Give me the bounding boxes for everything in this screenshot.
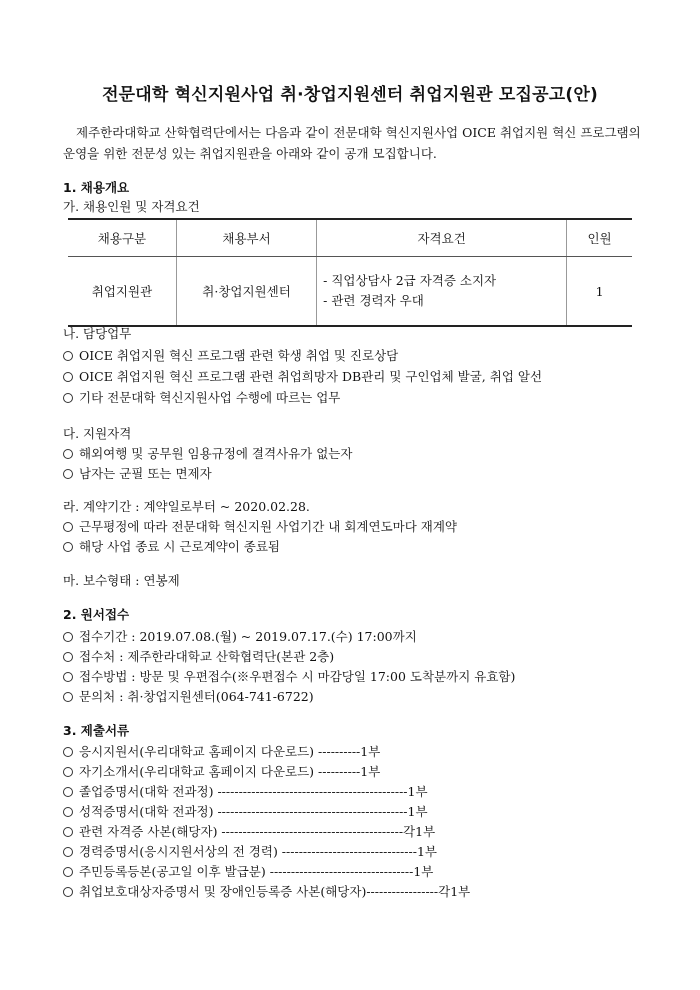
table-header-cell: 인원 [567, 219, 632, 257]
list-item: 취업보호대상자증명서 및 장애인등록증 사본(해당자)-----------------각1부 [63, 882, 470, 900]
requirement-line: - 직업상담사 2급 자격증 소지자 [323, 273, 497, 288]
subsection-a: 가. 채용인원 및 자격요건 [63, 199, 200, 214]
intro-paragraph [63, 122, 643, 164]
table-cell-count: 1 [567, 257, 632, 327]
list-item: OICE 취업지원 혁신 프로그램 관련 학생 취업 및 진로상담 [63, 346, 398, 364]
circle-bullet-icon [63, 787, 73, 797]
circle-bullet-icon [63, 522, 73, 532]
circle-bullet-icon [63, 807, 73, 817]
circle-bullet-icon [63, 449, 73, 459]
intro-line-1: 제주한라대학교 산학협력단에서는 다음과 같이 전문대학 혁신지원사업 OICE 취업지원 혁신 프로그램의 [76, 125, 641, 140]
circle-bullet-icon [63, 652, 73, 662]
list-item: 접수처 : 제주한라대학교 산학협력단(본관 2층) [63, 647, 334, 665]
circle-bullet-icon [63, 867, 73, 877]
subsection-c: 다. 지원자격 [63, 426, 132, 441]
table-cell-category: 취업지원관 [68, 257, 176, 327]
list-item: 주민등록등본(공고일 이후 발급분) ----------------------------------1부 [63, 862, 433, 880]
subsection-b: 나. 담당업무 [63, 326, 132, 341]
list-item: OICE 취업지원 혁신 프로그램 관련 취업희망자 DB관리 및 구인업체 발굴, 취업 알선 [63, 367, 542, 385]
circle-bullet-icon [63, 827, 73, 837]
circle-bullet-icon [63, 632, 73, 642]
table-row [68, 257, 632, 327]
table-cell-department: 취·창업지원센터 [176, 257, 316, 327]
list-item: 졸업증명서(대학 전과정) ---------------------------------------------1부 [63, 782, 428, 800]
list-item: 기타 전문대학 혁신지원사업 수행에 따르는 업무 [63, 388, 340, 406]
page-title: 전문대학 혁신지원사업 취·창업지원센터 취업지원관 모집공고(안) [102, 85, 598, 105]
list-item: 남자는 군필 또는 면제자 [63, 464, 212, 482]
table-header-cell: 채용구분 [68, 219, 176, 257]
circle-bullet-icon [63, 747, 73, 757]
section-1-heading: 1. 채용개요 [63, 180, 130, 195]
list-item: 접수기간 : 2019.07.08.(월) ~ 2019.07.17.(수) 17:00까지 [63, 627, 417, 645]
circle-bullet-icon [63, 469, 73, 479]
table-cell-requirements [317, 257, 567, 327]
circle-bullet-icon [63, 542, 73, 552]
table-header-cell: 자격요건 [317, 219, 567, 257]
section-3-heading: 3. 제출서류 [63, 723, 130, 738]
requirement-line: - 관련 경력자 우대 [323, 293, 424, 308]
list-item: 응시지원서(우리대학교 홈페이지 다운로드) ----------1부 [63, 742, 380, 760]
circle-bullet-icon [63, 393, 73, 403]
circle-bullet-icon [63, 847, 73, 857]
list-item: 해외여행 및 공무원 임용규정에 결격사유가 없는자 [63, 444, 352, 462]
list-item: 해당 사업 종료 시 근로계약이 종료됨 [63, 537, 280, 555]
list-item: 성적증명서(대학 전과정) ---------------------------------------------1부 [63, 802, 428, 820]
list-item: 근무평정에 따라 전문대학 혁신지원 사업기간 내 회계연도마다 재계약 [63, 517, 457, 535]
circle-bullet-icon [63, 887, 73, 897]
list-item: 관련 자격증 사본(해당자) -------------------------------------------각1부 [63, 822, 435, 840]
circle-bullet-icon [63, 351, 73, 361]
table-header-row [68, 219, 632, 257]
list-item: 자기소개서(우리대학교 홈페이지 다운로드) ----------1부 [63, 762, 380, 780]
recruitment-table [68, 218, 632, 327]
list-item: 문의처 : 취·창업지원센터(064-741-6722) [63, 687, 314, 705]
section-2-heading: 2. 원서접수 [63, 607, 130, 622]
table-header-cell: 채용부서 [176, 219, 316, 257]
list-item: 경력증명서(응시지원서상의 전 경력) --------------------------------1부 [63, 842, 437, 860]
list-item: 접수방법 : 방문 및 우편접수(※우편접수 시 마감당일 17:00 도착분까지 유효함) [63, 667, 515, 685]
circle-bullet-icon [63, 692, 73, 702]
circle-bullet-icon [63, 372, 73, 382]
subsection-e: 마. 보수형태 : 연봉제 [63, 573, 180, 588]
circle-bullet-icon [63, 672, 73, 682]
intro-line-2: 운영을 위한 전문성 있는 취업지원관을 아래와 같이 공개 모집합니다. [63, 146, 437, 161]
circle-bullet-icon [63, 767, 73, 777]
subsection-d: 라. 계약기간 : 계약일로부터 ~ 2020.02.28. [63, 499, 310, 514]
